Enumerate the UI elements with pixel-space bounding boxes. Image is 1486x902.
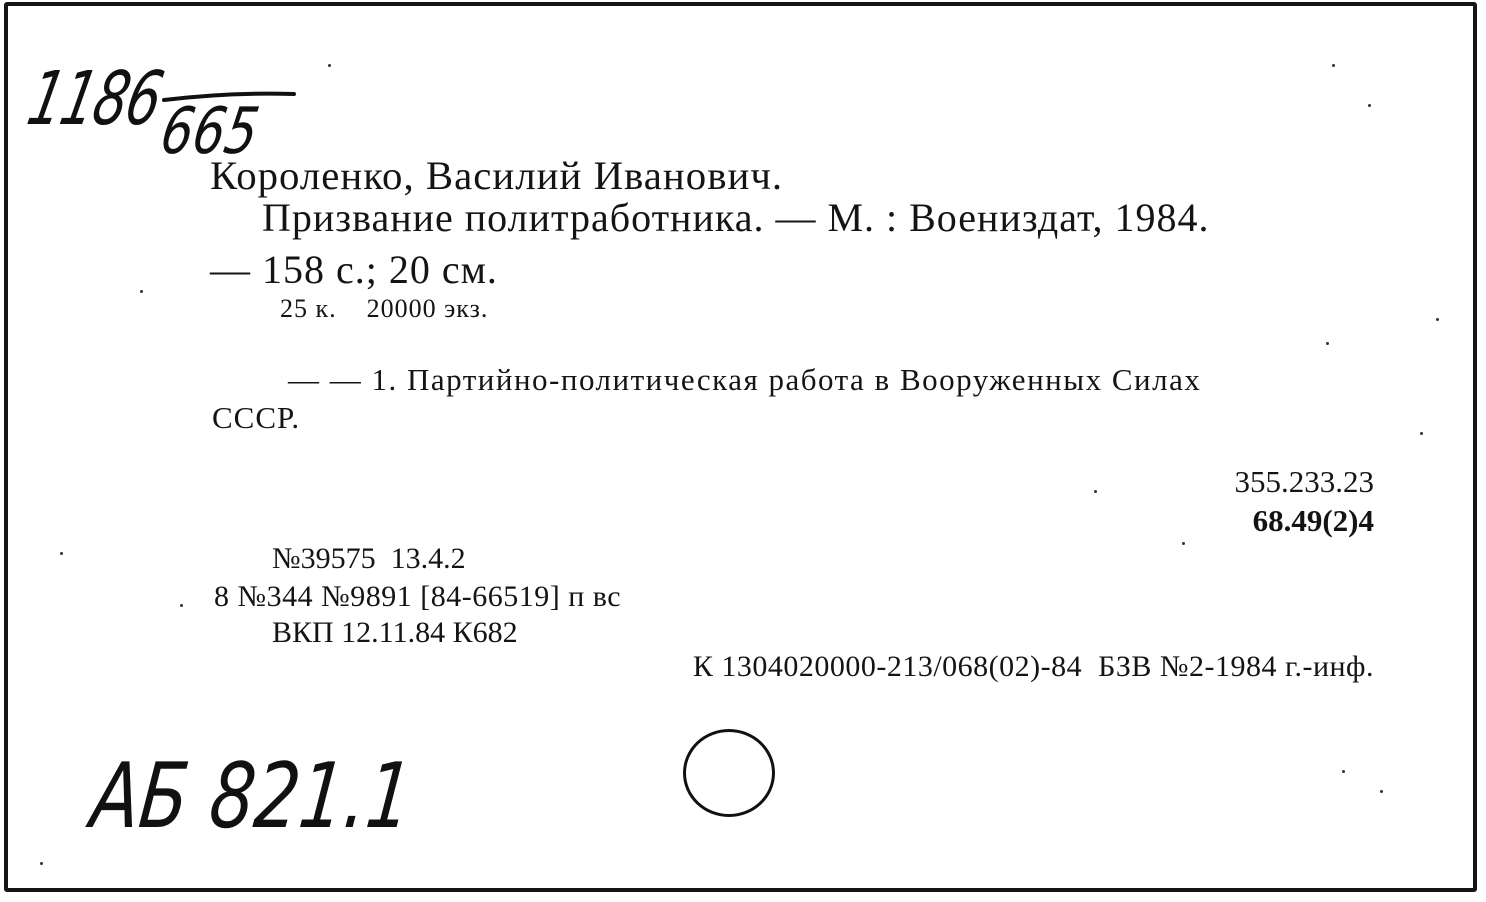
scan-speck xyxy=(1380,790,1383,793)
scan-speck xyxy=(1332,64,1335,67)
title-line-1: Призвание политработника. — М. : Воениздат, 1984. xyxy=(262,195,1210,240)
shelfmark-stroke xyxy=(160,88,300,108)
scan-speck xyxy=(1436,318,1439,321)
record-line-1: №39575 13.4.2 xyxy=(272,542,466,575)
scan-speck xyxy=(1094,490,1097,493)
scan-speck xyxy=(40,862,43,865)
punch-hole xyxy=(683,729,775,817)
price-and-print-run: 25 к. 20000 экз. xyxy=(280,294,489,323)
record-line-3: ВКП 12.11.84 К682 xyxy=(272,616,518,649)
scan-speck xyxy=(1326,342,1329,345)
scan-speck xyxy=(1420,432,1423,435)
scan-speck xyxy=(140,290,143,293)
inventory-number: АБ 821.1 xyxy=(86,744,418,849)
scan-speck xyxy=(180,604,183,607)
record-line-2: 8 №344 №9891 [84-66519] п вс xyxy=(214,580,622,613)
shelfmark-number: 1186 xyxy=(20,56,169,142)
scan-speck xyxy=(1368,104,1371,107)
scan-speck xyxy=(1342,770,1345,773)
scan-speck xyxy=(328,64,331,67)
title-line-2: — 158 с.; 20 см. xyxy=(210,247,498,292)
author-heading: Короленко, Василий Иванович. xyxy=(210,153,784,198)
subject-heading-line-1: — — 1. Партийно-политическая работа в Вооруженных Силах xyxy=(288,362,1202,397)
record-line-4: К 1304020000-213/068(02)-84 БЗВ №2-1984 г.-инф. xyxy=(692,650,1374,683)
scan-speck xyxy=(60,552,63,555)
subject-heading-line-2: СССР. xyxy=(212,400,301,435)
udc-index: 355.233.23 xyxy=(1234,464,1374,499)
shelfmark-sub: 665 xyxy=(155,95,264,169)
bbk-index: 68.49(2)4 xyxy=(1252,503,1374,538)
scan-speck xyxy=(1182,542,1185,545)
